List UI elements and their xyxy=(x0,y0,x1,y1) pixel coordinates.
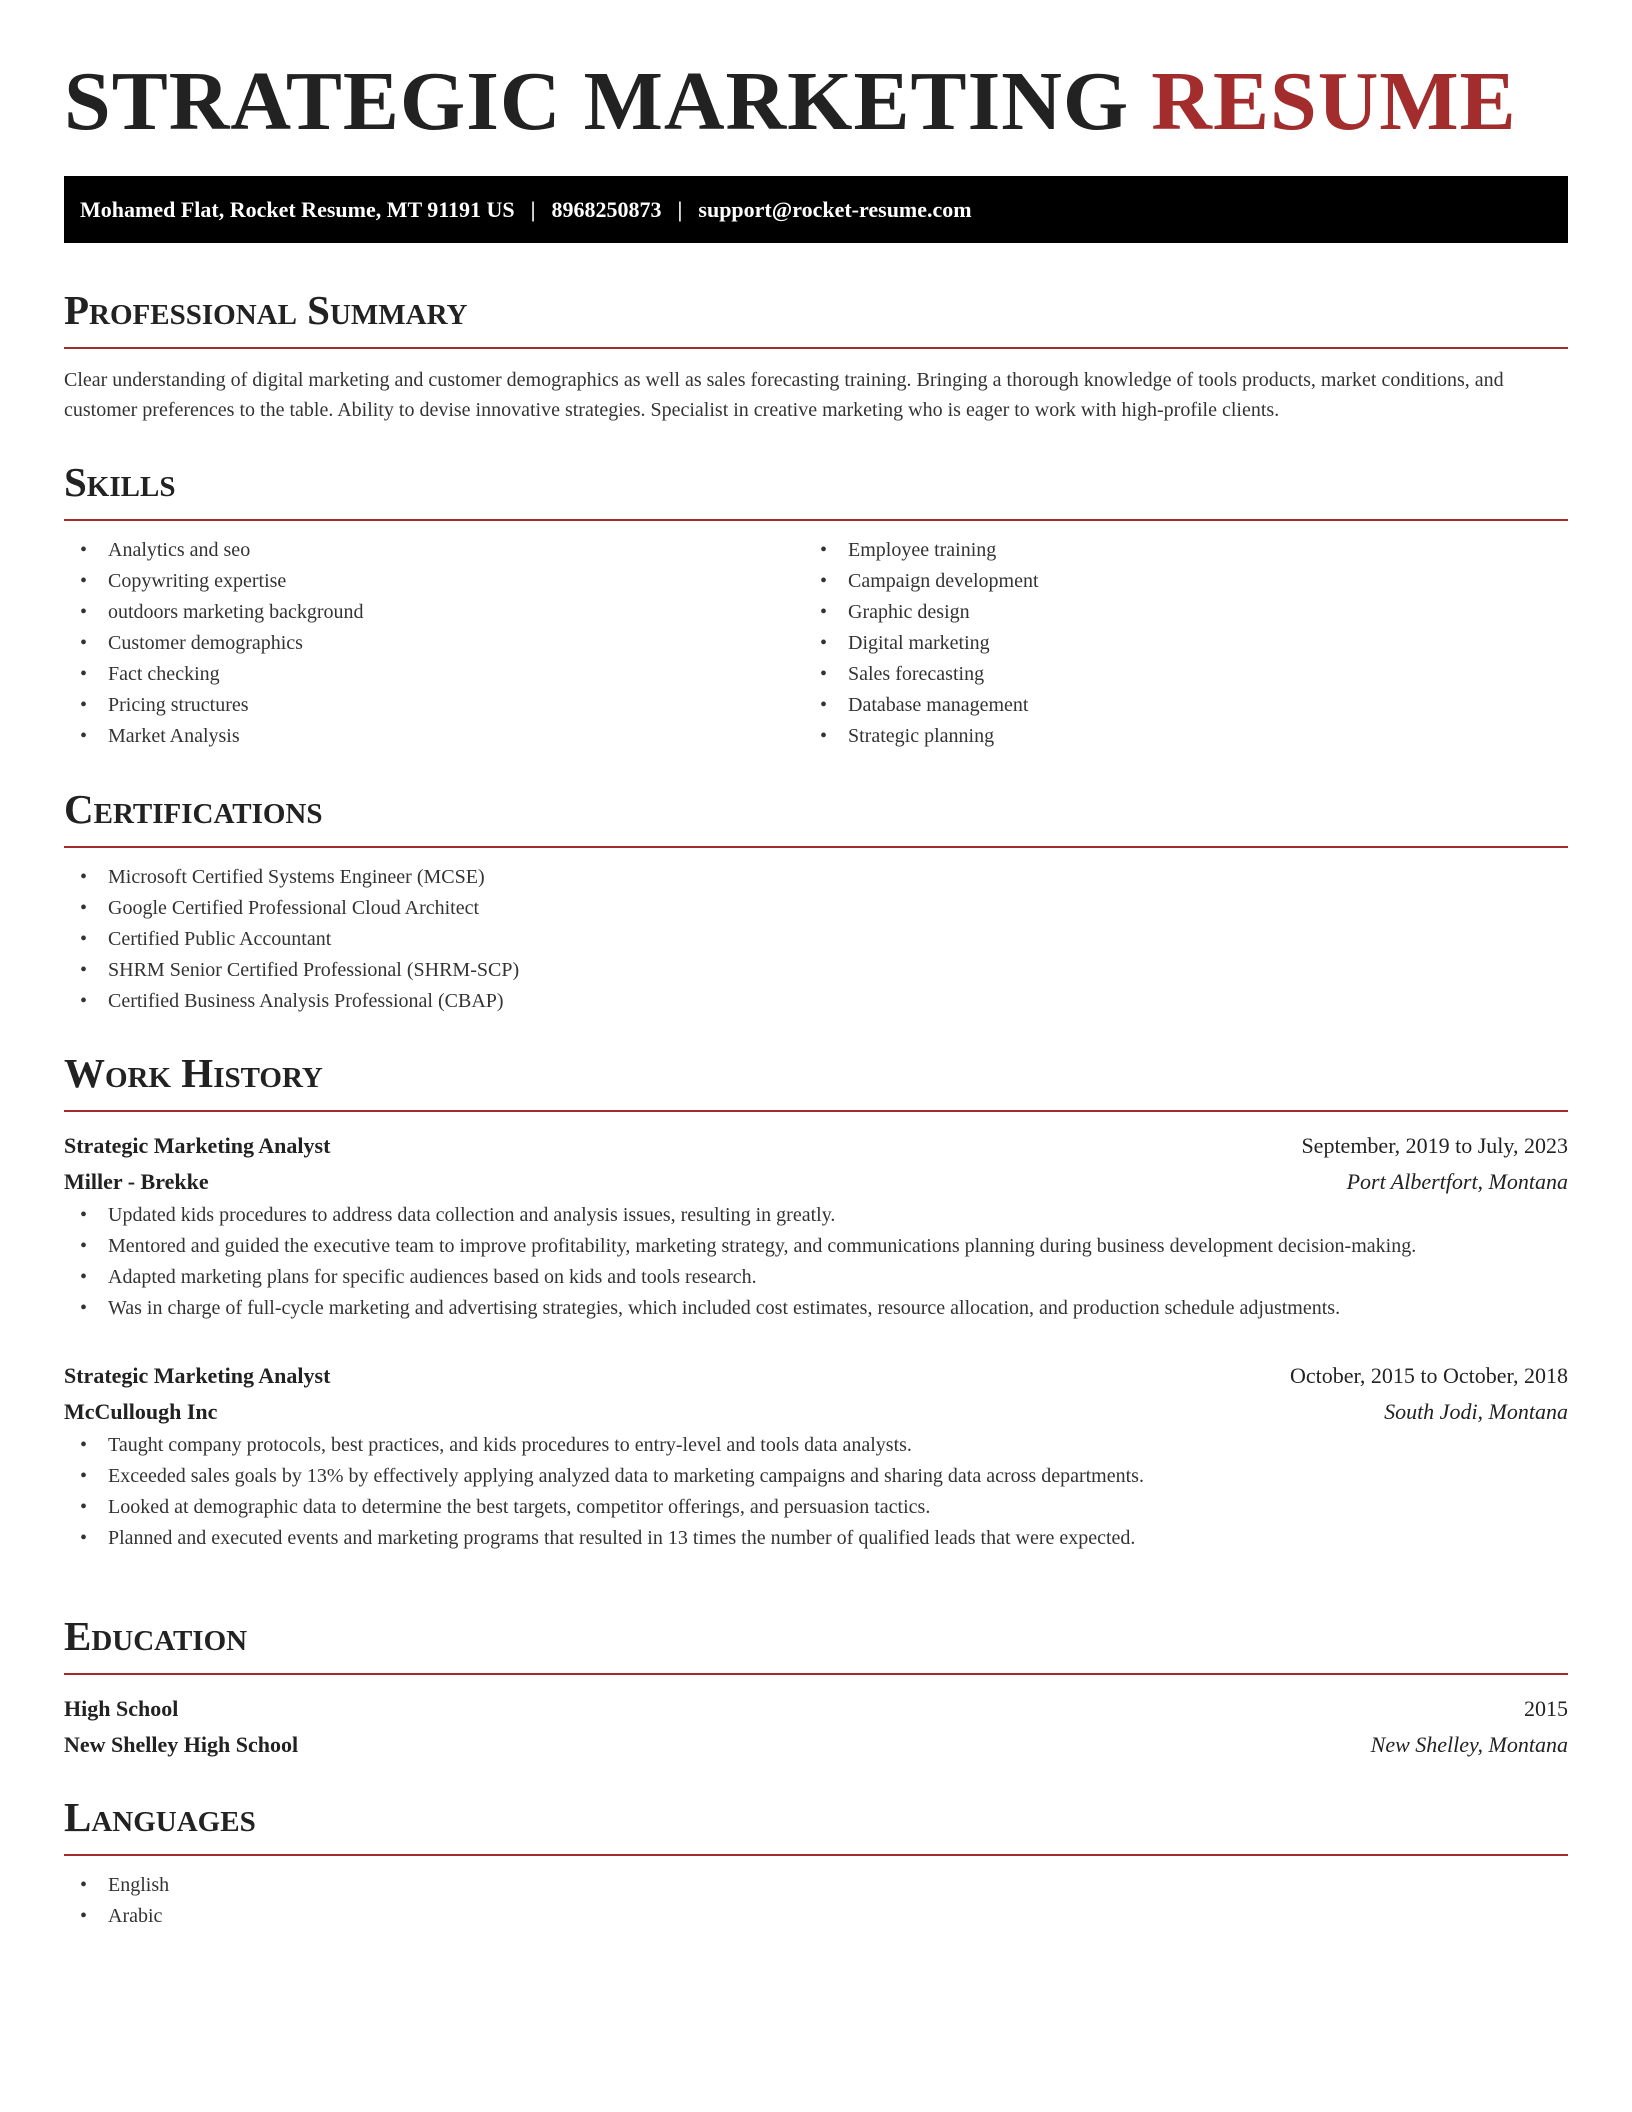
job-header-row xyxy=(64,1358,1568,1394)
skill-item: • Digital marketing xyxy=(804,628,1544,659)
work-history-heading: Work History xyxy=(64,1053,1568,1112)
job-bullet: • Looked at demographic data to determine the best targets, competitor offerings, and persuasion tactics. xyxy=(64,1492,1568,1523)
job-bullet: • Mentored and guided the executive team to improve profitability, marketing strategy, and communications planning during business development decision-making. xyxy=(64,1231,1568,1262)
skills-list-right xyxy=(804,535,1544,752)
certification-item: • Microsoft Certified Systems Engineer (MCSE) xyxy=(64,862,1568,893)
summary-text: Clear understanding of digital marketing and customer demographics as well as sales forecasting training. Bringing a thorough knowledge of tools products, market conditions, and customer preferences to the table. Ability to devise innovative strategies. Specialist in creative marketing who is eager to work with high-profile clients. xyxy=(64,369,1504,421)
languages-section xyxy=(64,1794,1568,1932)
job-location: Port Albertfort, Montana xyxy=(1346,1169,1568,1194)
job-bullets xyxy=(64,1430,1568,1554)
language-item: • Arabic xyxy=(64,1901,1568,1932)
skill-item: • outdoors marketing background xyxy=(64,597,804,628)
skills-columns xyxy=(64,535,1568,752)
job-company: McCullough Inc xyxy=(64,1399,218,1424)
education-entry xyxy=(64,1691,1568,1763)
skill-item: • Analytics and seo xyxy=(64,535,804,566)
skill-item: • Sales forecasting xyxy=(804,659,1544,690)
job-entry xyxy=(64,1358,1568,1554)
contact-address: Mohamed Flat, Rocket Resume, MT 91191 US xyxy=(80,196,515,222)
certifications-section xyxy=(64,786,1568,1017)
certification-item: • Certified Business Analysis Professional (CBAP) xyxy=(64,986,1568,1017)
skill-item: • Database management xyxy=(804,690,1544,721)
certifications-list xyxy=(64,862,1568,1017)
title-accent: RESUME xyxy=(1151,55,1517,148)
skill-item: • Copywriting expertise xyxy=(64,566,804,597)
certification-item: • Google Certified Professional Cloud Architect xyxy=(64,893,1568,924)
skills-section xyxy=(64,459,1568,752)
contact-bar xyxy=(64,176,1568,243)
certification-item: • SHRM Senior Certified Professional (SHRM-SCP) xyxy=(64,955,1568,986)
education-header-row xyxy=(64,1691,1568,1727)
job-dates: September, 2019 to July, 2023 xyxy=(1301,1133,1568,1158)
education-section xyxy=(64,1613,1568,1763)
education-year: 2015 xyxy=(1524,1696,1568,1721)
job-company-row xyxy=(64,1164,1568,1200)
skill-item: • Campaign development xyxy=(804,566,1544,597)
work-history-section xyxy=(64,1050,1568,1554)
contact-email: support@rocket-resume.com xyxy=(698,196,972,222)
contact-separator: | xyxy=(530,196,536,222)
job-bullets xyxy=(64,1200,1568,1324)
education-school-row xyxy=(64,1727,1568,1763)
skills-heading: Skills xyxy=(64,462,1568,521)
job-dates: October, 2015 to October, 2018 xyxy=(1289,1363,1568,1388)
job-bullet: • Was in charge of full-cycle marketing and advertising strategies, which included cost estimates, resource allocation, and production schedule adjustments. xyxy=(64,1293,1568,1324)
certification-item: • Certified Public Accountant xyxy=(64,924,1568,955)
skill-item: • Fact checking xyxy=(64,659,804,690)
skill-item: • Graphic design xyxy=(804,597,1544,628)
job-title: Strategic Marketing Analyst xyxy=(64,1133,331,1158)
skills-list-left xyxy=(64,535,804,752)
job-header-row xyxy=(64,1128,1568,1164)
certifications-heading: Certifications xyxy=(64,789,1568,848)
job-bullet: • Planned and executed events and marketing programs that resulted in 13 times the number of qualified leads that were expected. xyxy=(64,1523,1568,1554)
education-degree: High School xyxy=(64,1696,179,1721)
languages-heading: Languages xyxy=(64,1797,1568,1856)
resume-title xyxy=(64,0,1568,176)
education-school: New Shelley High School xyxy=(64,1732,299,1757)
summary-section xyxy=(64,287,1568,425)
skill-item: • Strategic planning xyxy=(804,721,1544,752)
job-entry xyxy=(64,1128,1568,1324)
education-heading: Education xyxy=(64,1616,1568,1675)
contact-phone: 8968250873 xyxy=(551,196,662,222)
skill-item: • Customer demographics xyxy=(64,628,804,659)
job-bullet: • Taught company protocols, best practices, and kids procedures to entry-level and tools data analysts. xyxy=(64,1430,1568,1461)
job-bullet: • Updated kids procedures to address data collection and analysis issues, resulting in greatly. xyxy=(64,1200,1568,1231)
job-company: Miller - Brekke xyxy=(64,1169,209,1194)
summary-heading: Professional Summary xyxy=(64,290,1568,349)
contact-separator: | xyxy=(677,196,683,222)
job-bullet: • Adapted marketing plans for specific audiences based on kids and tools research. xyxy=(64,1262,1568,1293)
skill-item: • Employee training xyxy=(804,535,1544,566)
skill-item: • Pricing structures xyxy=(64,690,804,721)
job-bullet: • Exceeded sales goals by 13% by effectively applying analyzed data to marketing campaigns and sharing data across departments. xyxy=(64,1461,1568,1492)
job-location: South Jodi, Montana xyxy=(1384,1399,1568,1424)
languages-list xyxy=(64,1870,1568,1932)
job-company-row xyxy=(64,1394,1568,1430)
skill-item: • Market Analysis xyxy=(64,721,804,752)
title-main: STRATEGIC MARKETING xyxy=(64,55,1130,148)
resume-page xyxy=(64,0,1568,1927)
language-item: • English xyxy=(64,1870,1568,1901)
job-title: Strategic Marketing Analyst xyxy=(64,1363,331,1388)
education-location: New Shelley, Montana xyxy=(1370,1732,1568,1757)
